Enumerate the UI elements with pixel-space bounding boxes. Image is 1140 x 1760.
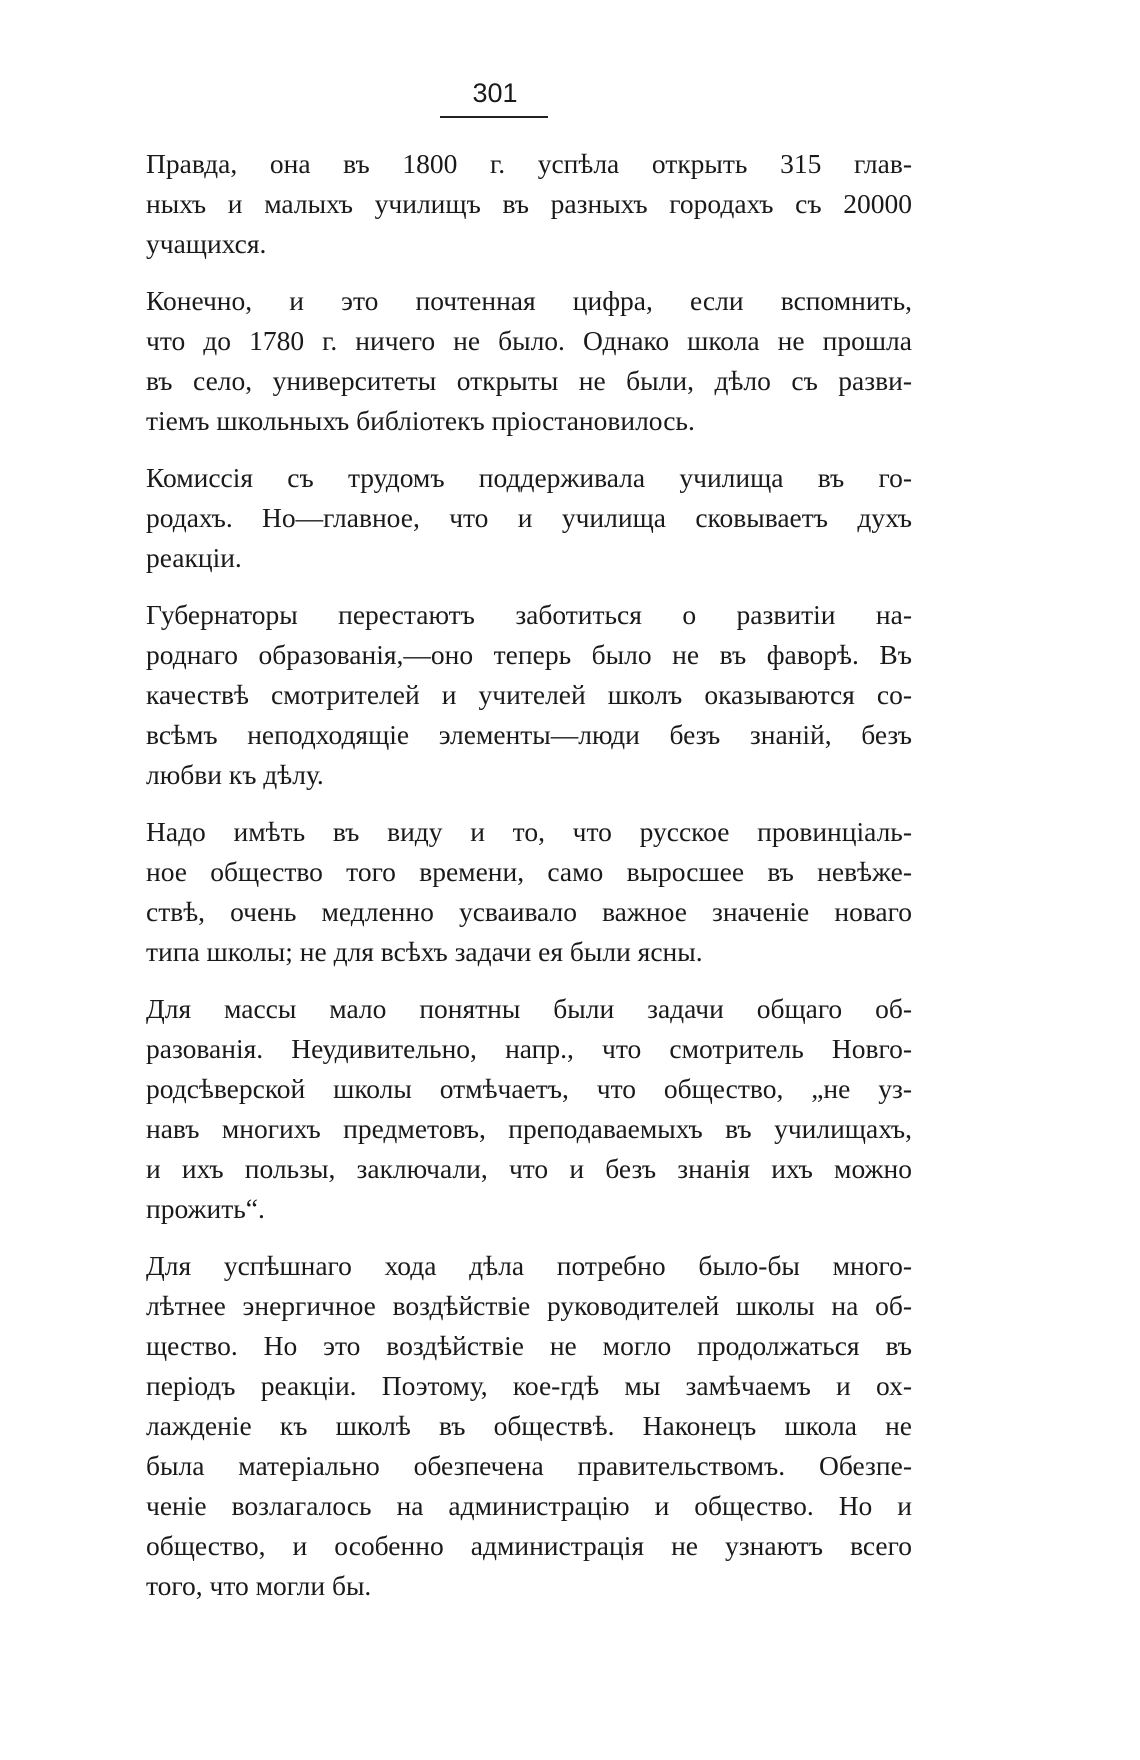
text-line: ное общество того времени, само выросшее въ невѣже- <box>146 856 912 887</box>
text-line: періодъ реакціи. Поэтому, кое-гдѣ мы замѣчаемъ и ох- <box>146 1370 912 1401</box>
text-line: учащихся. <box>146 228 267 259</box>
text-line: ныхъ и малыхъ училищъ въ разныхъ городахъ съ 20000 <box>146 188 912 219</box>
page-number: 301 <box>472 78 518 108</box>
text-line: лѣтнее энергичное воздѣйствіе руководителей школы на об- <box>146 1290 912 1321</box>
paragraph-4 <box>146 595 912 795</box>
text-line: и ихъ пользы, заключали, что и безъ знанія ихъ можно <box>146 1153 912 1184</box>
paragraph-5 <box>146 812 912 972</box>
page-number-rule <box>440 116 548 118</box>
text-line: роднаго образованія,—оно теперь было не въ фаворѣ. Въ <box>146 639 912 670</box>
text-line: ченіе возлагалось на администрацію и общество. Но и <box>146 1490 912 1521</box>
text-line: навъ многихъ предметовъ, преподаваемыхъ въ училищахъ, <box>146 1113 912 1144</box>
text-line: была матеріально обезпечена правительствомъ. Обезпе- <box>146 1450 912 1481</box>
text-line: разованія. Неудивительно, напр., что смотритель Новго- <box>146 1033 912 1064</box>
text-line: въ село, университеты открыты не были, дѣло съ разви- <box>146 365 912 396</box>
text-line: того, что могли бы. <box>146 1570 372 1601</box>
text-line: щество. Но это воздѣйствіе не могло продолжаться въ <box>146 1330 912 1361</box>
text-line: любви къ дѣлу. <box>146 759 324 790</box>
text-line: прожить“. <box>146 1193 265 1224</box>
text-line: лажденіе къ школѣ въ обществѣ. Наконецъ школа не <box>146 1410 912 1441</box>
text-line: реакціи. <box>146 542 242 573</box>
paragraph-6 <box>146 989 912 1229</box>
text-line: Правда, она въ 1800 г. успѣла открыть 315 глав- <box>146 148 912 179</box>
body-text <box>146 144 912 1623</box>
text-line: Для успѣшнаго хода дѣла потребно было-бы много- <box>146 1250 912 1281</box>
paragraph-7 <box>146 1246 912 1606</box>
text-line: всѣмъ неподходящіе элементы—люди безъ знаній, безъ <box>146 719 912 750</box>
text-line: Губернаторы перестаютъ заботиться о развитіи на- <box>146 599 912 630</box>
text-line: Комиссія съ трудомъ поддерживала училища въ го- <box>146 462 912 493</box>
text-line: качествѣ смотрителей и учителей школъ оказываются со- <box>146 679 912 710</box>
text-line: что до 1780 г. ничего не было. Однако школа не прошла <box>146 325 912 356</box>
text-line: Надо имѣть въ виду и то, что русское провинціаль- <box>146 816 912 847</box>
text-line: общество, и особенно администрація не узнаютъ всего <box>146 1530 912 1561</box>
paragraph-3 <box>146 458 912 578</box>
paragraph-1 <box>146 144 912 264</box>
text-line: родахъ. Но—главное, что и училища сковываетъ духъ <box>146 502 912 533</box>
text-line: тіемъ школьныхъ библіотекъ пріостановилось. <box>146 405 695 436</box>
text-line: Для массы мало понятны были задачи общаго об- <box>146 993 912 1024</box>
paragraph-2 <box>146 281 912 441</box>
text-line: родсѣверской школы отмѣчаетъ, что общество, „не уз- <box>146 1073 912 1104</box>
text-line: Конечно, и это почтенная цифра, если вспомнить, <box>146 285 912 316</box>
text-line: ствѣ, очень медленно усваивало важное значеніе новаго <box>146 896 912 927</box>
text-line: типа школы; не для всѣхъ задачи ея были ясны. <box>146 936 703 967</box>
